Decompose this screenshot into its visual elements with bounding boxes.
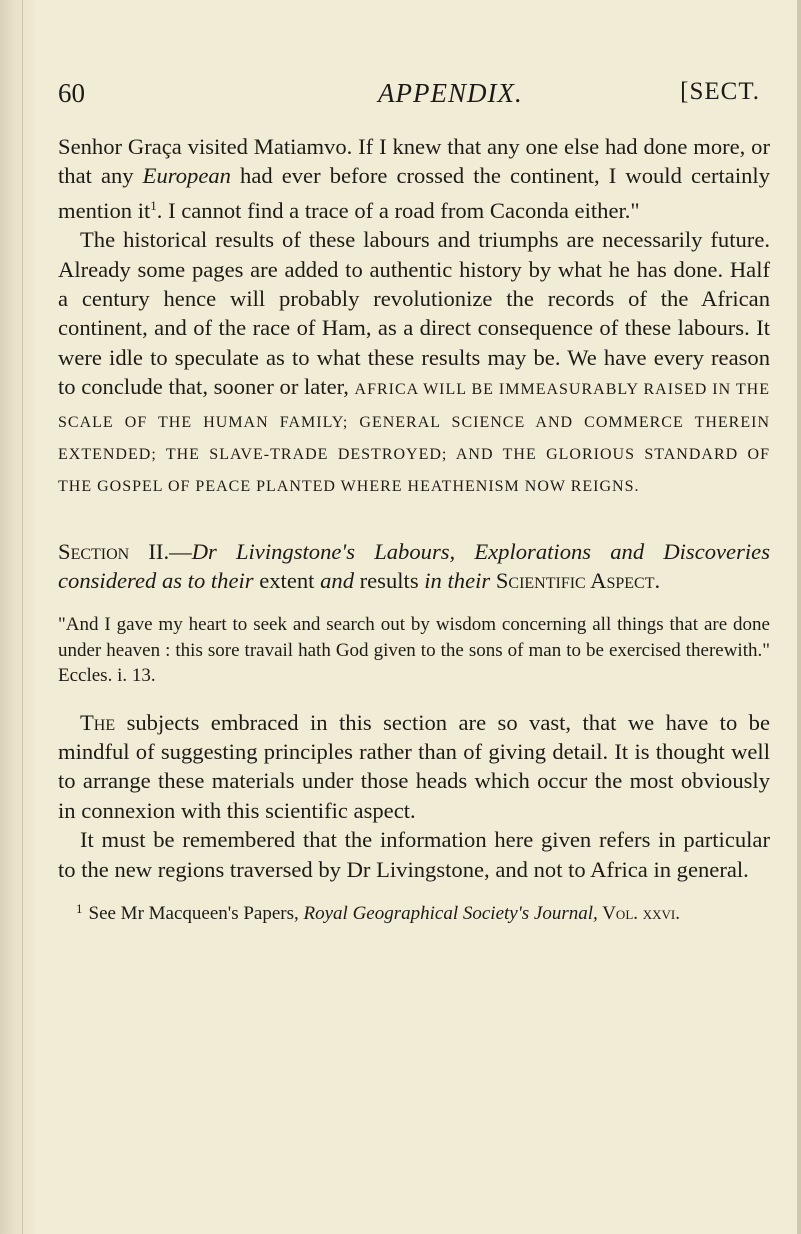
- italic-word: European: [142, 163, 231, 189]
- heading-dash: —: [169, 538, 192, 564]
- heading-text: results: [353, 568, 425, 594]
- footnote-marker: 1: [76, 901, 83, 916]
- paragraph-quote-end: [58, 132, 770, 225]
- page-edge: [797, 0, 801, 1234]
- section-marker: [SECT.: [680, 78, 760, 105]
- paragraph-subjects: [58, 708, 770, 826]
- lead-word: The: [80, 709, 116, 735]
- heading-text: Scientific Aspect.: [490, 568, 661, 594]
- small-caps-passage: AFRICA WILL BE IMMEASURABLY RAISED IN THE SCALE OF THE HUMAN FAMILY; GENERAL SCIENCE AND COMMERCE THEREIN EXTENDED; THE SLAVE-TRADE DESTROYED; AND THE GLORIOUS STANDARD OF THE GOSPEL OF PEACE PLANTED WHERE HEATHENISM NOW REIGNS.: [58, 381, 771, 496]
- paragraph-text: Senhor Graça visited Matiamvo. If I knew that any one else had done more, or that any: [58, 134, 770, 189]
- paragraph-text: subjects embraced in this section are so vast, that we have to be mindful of suggesting principles rather than of giving detail. It is thought well to arrange these materials under those heads which occur the most obviously in connexion with this scientific aspect.: [58, 709, 770, 823]
- epigraph-quote: "And I gave my heart to seek and search out by wisdom concerning all things that are done under heaven : this sore travail hath God given to the sons of man to be exercised therewith." Eccles. i. 13.: [58, 614, 770, 687]
- footnote: [58, 896, 770, 926]
- section-label: Section II.: [58, 538, 170, 564]
- paragraph-text: . I cannot find a trace of a road from Caconda either.": [156, 197, 640, 223]
- footnote-text: See Mr Macqueen's Papers,: [88, 903, 304, 924]
- heading-italic: in their: [424, 568, 491, 594]
- heading-text: extent: [253, 568, 321, 594]
- heading-italic: Dr Livingstone's Labours, Explorations and Discoveries considered as to their: [58, 538, 770, 594]
- page-gutter: [0, 0, 34, 1234]
- paragraph-information: It must be remembered that the information here given refers in particular to the new regions traversed by Dr Livingstone, and not to Africa in general.: [58, 827, 770, 882]
- paragraph-text: The historical results of these labours and triumphs are necessarily future. Already some pages are added to authentic history by what he has done. Half a century hence will probably revolutionize the records of the African continent, and of the race of Ham, as a direct consequence of these labours. It were idle to speculate as to what these results may be. We have every reason to conclude that, sooner or later,: [58, 227, 770, 400]
- footnote-text: Vol. xxvi.: [597, 903, 680, 924]
- footnote-italic: Royal Geographical Society's Journal,: [303, 903, 598, 924]
- paragraph-historical-results: [58, 225, 770, 502]
- binding-line: [22, 0, 23, 1234]
- footnote-reference: 1: [150, 197, 157, 213]
- page-header: [58, 78, 770, 112]
- running-title: APPENDIX.: [378, 78, 523, 108]
- heading-italic: and: [320, 568, 354, 594]
- paragraph-text: had ever before crossed the continent, I would certainly mention it: [58, 163, 770, 223]
- section-heading: [58, 537, 770, 596]
- page-number: 60: [58, 78, 85, 108]
- book-page: [58, 78, 770, 945]
